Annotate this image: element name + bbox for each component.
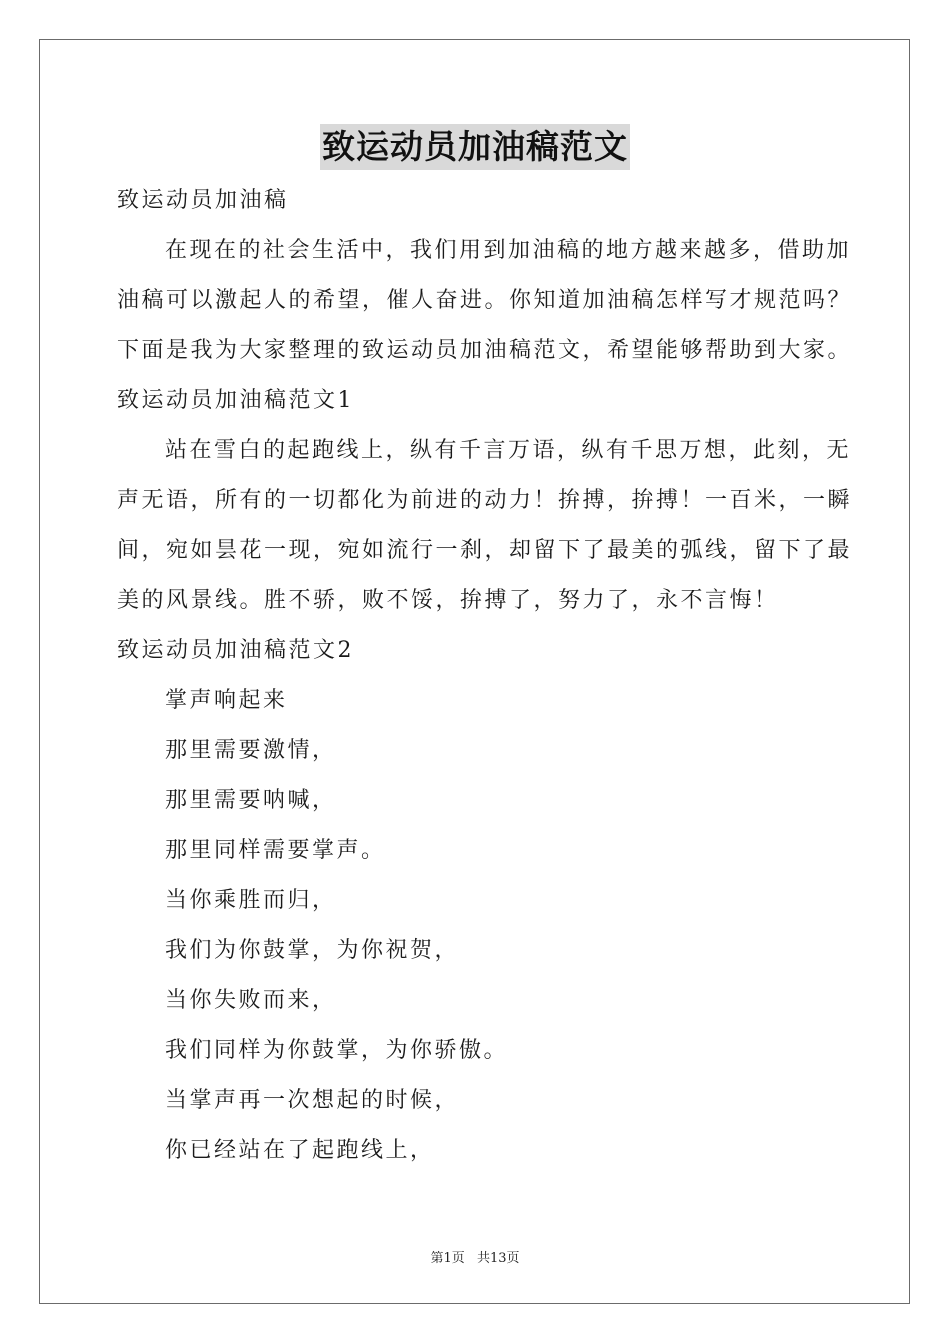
intro-line-1: 在现在的社会生活中，我们用到加油稿的地方越来越多，借助加 [165, 238, 852, 263]
poem-line-10: 你已经站在了起跑线上， [165, 1138, 435, 1163]
section2-title: 致运动员加油稿范文2 [117, 638, 354, 663]
section1-line-1: 站在雪白的起跑线上，纵有千言万语，纵有千思万想，此刻，无 [165, 438, 852, 463]
poem-line-9: 当掌声再一次想起的时候， [165, 1088, 460, 1113]
section1-line-2: 声无语，所有的一切都化为前进的动力！拚搏，拚搏！一百米，一瞬 [117, 488, 853, 513]
section1-line-4: 美的风景线。胜不骄，败不馁，拚搏了，努力了，永不言悔！ [117, 588, 779, 613]
poem-line-5: 当你乘胜而归， [165, 888, 337, 913]
section1-title: 致运动员加油稿范文1 [117, 388, 354, 413]
document-title: 致运动员加油稿范文 [320, 124, 630, 170]
poem-line-6: 我们为你鼓掌，为你祝贺， [165, 938, 460, 963]
document-body [117, 176, 853, 1176]
poem-line-7: 当你失败而来， [165, 988, 337, 1013]
poem-line-2: 那里需要激情， [165, 738, 337, 763]
poem-line-3: 那里需要呐喊， [165, 788, 337, 813]
document-heading: 致运动员加油稿 [117, 188, 289, 213]
poem-line-4: 那里同样需要掌声。 [165, 838, 386, 863]
intro-line-2: 油稿可以激起人的希望，催人奋进。你知道加油稿怎样写才规范吗？ [117, 288, 853, 313]
section1-line-3: 间，宛如昙花一现，宛如流行一刹，却留下了最美的弧线，留下了最 [117, 538, 853, 563]
poem-line-1: 掌声响起来 [165, 688, 288, 713]
poem-line-8: 我们同样为你鼓掌，为你骄傲。 [165, 1038, 509, 1063]
page-footer [0, 1247, 950, 1266]
title-wrap [0, 124, 950, 170]
intro-line-3: 下面是我为大家整理的致运动员加油稿范文，希望能够帮助到大家。 [117, 338, 853, 363]
page-total: 共13页 [476, 1251, 520, 1266]
page-number: 第1页 [430, 1251, 465, 1266]
